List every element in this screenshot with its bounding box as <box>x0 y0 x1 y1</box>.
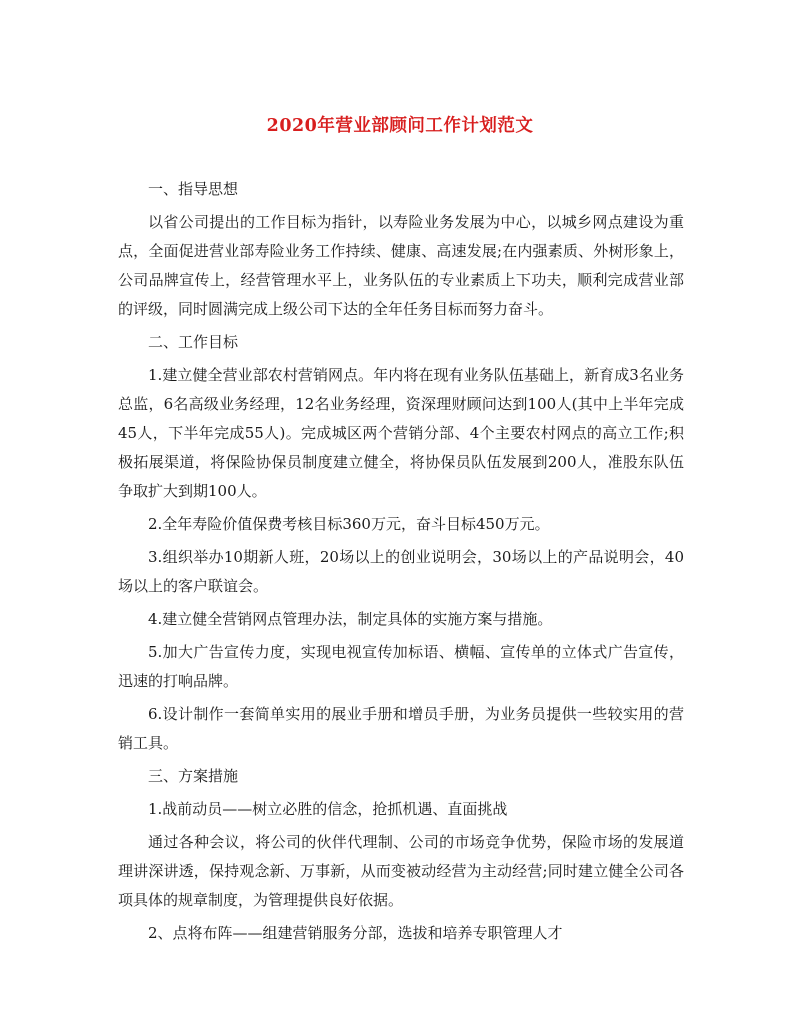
paragraph: 4.建立健全营销网点管理办法，制定具体的实施方案与措施。 <box>148 610 553 628</box>
paragraph: 6.设计制作一套简单实用的展业手册和增员手册，为业务员提供一些较实用的营销工具。 <box>118 705 684 752</box>
paragraph: 2.全年寿险价值保费考核目标360万元，奋斗目标450万元。 <box>148 515 550 533</box>
section-heading-work-goals: 二、工作目标 <box>148 333 239 351</box>
paragraph: 5.加大广告宣传力度，实现电视宣传加标语、横幅、宣传单的立体式广告宣传，迅速的打响品牌。 <box>118 643 684 690</box>
paragraph: 1.建立健全营业部农村营销网点。年内将在现有业务队伍基础上，新育成3名业务总监，6名高级业务经理，12名业务经理，资深理财顾问达到100人(其中上半年完成45人，下半年完成55人)。完成城区两个营销分部、4个主要农村网点的高立工作;积极拓展渠道，将保险协保员制度建立健全，将协保员队伍发展到200人，准股东队伍争取扩大到期100人。 <box>118 366 684 500</box>
paragraph: 3.组织举办10期新人班，20场以上的创业说明会，30场以上的产品说明会，40场以上的客户联谊会。 <box>118 548 684 595</box>
paragraph: 通过各种会议，将公司的伙伴代理制、公司的市场竞争优势，保险市场的发展道理讲深讲透，保持观念新、万事新，从而变被动经营为主动经营;同时建立健全公司各项具体的规章制度，为管理提供良好依据。 <box>118 833 684 909</box>
paragraph: 2、点将布阵——组建营销服务分部，选拔和培养专职管理人才 <box>148 924 563 942</box>
document-title: 2020年营业部顾问工作计划范文 <box>266 116 534 136</box>
paragraph: 1.战前动员——树立必胜的信念，抢抓机遇、直面挑战 <box>148 800 508 818</box>
section-heading-measures: 三、方案措施 <box>148 767 239 785</box>
section-heading-guiding-ideology: 一、指导思想 <box>148 180 239 198</box>
document-body <box>118 175 684 952</box>
paragraph: 以省公司提出的工作目标为指针，以寿险业务发展为中心，以城乡网点建设为重点，全面促进营业部寿险业务工作持续、健康、高速发展;在内强素质、外树形象上，公司品牌宣传上，经营管理水平上，业务队伍的专业素质上下功夫，顺利完成营业部的评级，同时圆满完成上级公司下达的全年任务目标而努力奋斗。 <box>118 213 684 318</box>
